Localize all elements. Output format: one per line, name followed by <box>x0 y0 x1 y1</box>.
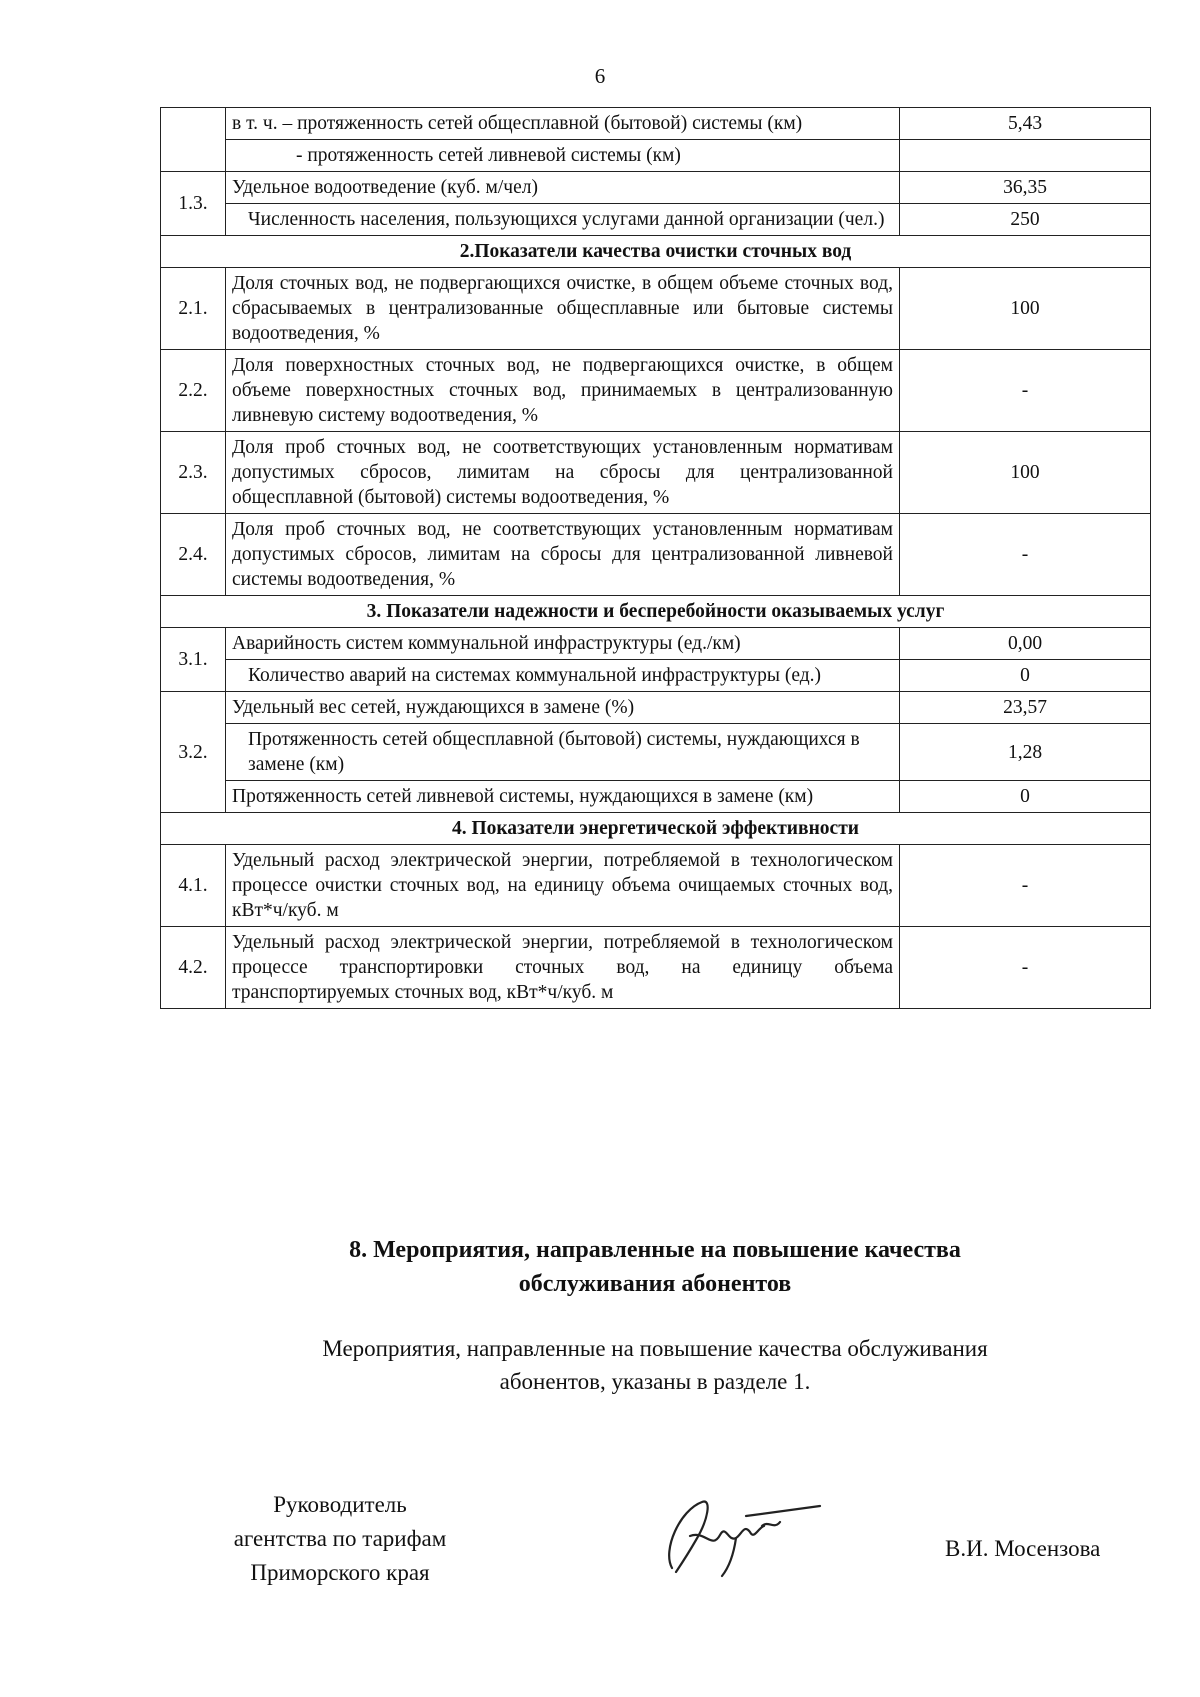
indicator-value: 0 <box>900 660 1151 692</box>
indicator-name: - протяженность сетей ливневой системы (км) <box>226 140 900 172</box>
section-header-row <box>161 813 1151 845</box>
signatory-title-line2: агентства по тарифам <box>233 1526 447 1551</box>
indicator-name: Аварийность систем коммунальной инфраструктуры (ед./км) <box>226 628 900 660</box>
indicator-value: 23,57 <box>900 692 1151 724</box>
indicator-value: - <box>900 845 1151 927</box>
section-title: 4. Показатели энергетической эффективности <box>161 813 1151 845</box>
section-title: 2.Показатели качества очистки сточных вод <box>161 236 1151 268</box>
section-8-heading-line1: 8. Мероприятия, направленные на повышение качества <box>349 1237 961 1263</box>
section-8-heading-line2: обслуживания абонентов <box>518 1271 792 1297</box>
table-row <box>161 628 1151 660</box>
indicator-value: 1,28 <box>900 724 1151 781</box>
table-row <box>161 108 1151 140</box>
row-number: 2.3. <box>161 432 226 514</box>
indicator-name: Доля сточных вод, не подвергающихся очистке, в общем объеме сточных вод, сбрасываемых в централизованные общесплавные или бытовые системы водоотведения, % <box>226 268 900 350</box>
table-row <box>161 724 1151 781</box>
indicator-value <box>900 140 1151 172</box>
indicator-name: Удельное водоотведение (куб. м/чел) <box>226 172 900 204</box>
table-row <box>161 845 1151 927</box>
row-number: 1.3. <box>161 172 226 236</box>
indicator-value: 0,00 <box>900 628 1151 660</box>
table-row <box>161 350 1151 432</box>
section-8-text-line2: абонентов, указаны в разделе 1. <box>499 1369 811 1394</box>
indicator-value: - <box>900 350 1151 432</box>
section-title: 3. Показатели надежности и бесперебойности оказываемых услуг <box>161 596 1151 628</box>
row-number: 4.2. <box>161 927 226 1009</box>
row-number: 3.1. <box>161 628 226 692</box>
section-8-heading <box>160 1233 1150 1301</box>
table-row <box>161 140 1151 172</box>
indicator-name: Доля проб сточных вод, не соответствующих установленным нормативам допустимых сбросов, лимитам на сбросы для централизованной общесплавной (бытовой) системы водоотведения, % <box>226 432 900 514</box>
indicator-value: 5,43 <box>900 108 1151 140</box>
table-row <box>161 268 1151 350</box>
section-header-row <box>161 236 1151 268</box>
indicator-value: - <box>900 927 1151 1009</box>
table-row <box>161 660 1151 692</box>
indicator-name: Удельный вес сетей, нуждающихся в замене (%) <box>226 692 900 724</box>
section-8-text-line1: Мероприятия, направленные на повышение качества обслуживания <box>322 1336 988 1361</box>
row-number: 3.2. <box>161 692 226 813</box>
table-row <box>161 432 1151 514</box>
section-8-text <box>160 1332 1150 1398</box>
indicator-value: - <box>900 514 1151 596</box>
section-header-row <box>161 596 1151 628</box>
row-number: 2.2. <box>161 350 226 432</box>
row-number: 2.1. <box>161 268 226 350</box>
row-number <box>161 108 226 172</box>
row-number: 4.1. <box>161 845 226 927</box>
table-row <box>161 204 1151 236</box>
signatory-title-line1: Руководитель <box>273 1492 407 1517</box>
indicator-name: Протяженность сетей общесплавной (бытовой) системы, нуждающихся в замене (км) <box>226 724 900 781</box>
table-row <box>161 692 1151 724</box>
indicator-value: 36,35 <box>900 172 1151 204</box>
indicator-name: Протяженность сетей ливневой системы, нуждающихся в замене (км) <box>226 781 900 813</box>
signatory-title-line3: Приморского края <box>250 1560 430 1585</box>
indicator-name: в т. ч. – протяженность сетей общесплавной (бытовой) системы (км) <box>226 108 900 140</box>
indicators-table <box>160 107 1151 1009</box>
signatory-title <box>140 1488 540 1590</box>
table-row <box>161 514 1151 596</box>
indicator-name: Количество аварий на системах коммунальной инфраструктуры (ед.) <box>226 660 900 692</box>
table-row <box>161 172 1151 204</box>
indicator-name: Доля проб сточных вод, не соответствующих установленным нормативам допустимых сбросов, лимитам на сбросы для централизованной ливневой системы водоотведения, % <box>226 514 900 596</box>
row-number: 2.4. <box>161 514 226 596</box>
indicator-value: 0 <box>900 781 1151 813</box>
indicator-name: Доля поверхностных сточных вод, не подвергающихся очистке, в общем объеме поверхностных сточных вод, принимаемых в централизованную ливневую систему водоотведения, % <box>226 350 900 432</box>
table-row <box>161 927 1151 1009</box>
signatory-name: В.И. Мосензова <box>945 1536 1101 1561</box>
page-number: 6 <box>594 64 606 88</box>
indicator-name: Численность населения, пользующихся услугами данной организации (чел.) <box>226 204 900 236</box>
indicator-value: 100 <box>900 268 1151 350</box>
table-row <box>161 781 1151 813</box>
indicator-name: Удельный расход электрической энергии, потребляемой в технологическом процессе очистки сточных вод, на единицу объема очищаемых сточных вод, кВт*ч/куб. м <box>226 845 900 927</box>
handwritten-signature <box>650 1480 830 1590</box>
indicator-value: 250 <box>900 204 1151 236</box>
indicator-value: 100 <box>900 432 1151 514</box>
indicator-name: Удельный расход электрической энергии, потребляемой в технологическом процессе транспортировки сточных вод, на единицу объема транспортируемых сточных вод, кВт*ч/куб. м <box>226 927 900 1009</box>
